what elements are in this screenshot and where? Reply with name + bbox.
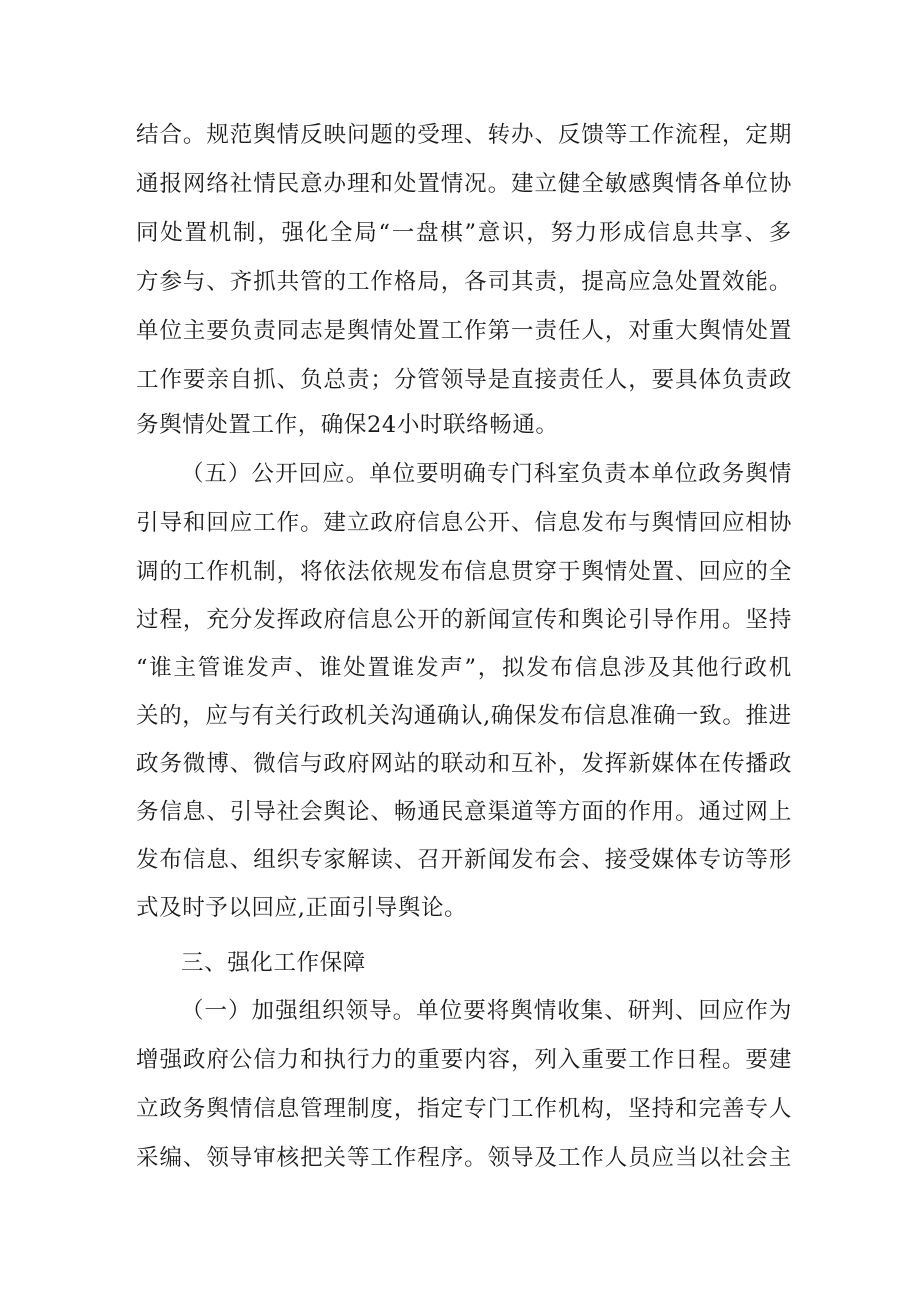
text-line: 采 编 、 领 导 审 核 把 关 等 工 作 程 序 。 领 导 及 工 作 人 员 应 当 以 社 会 主 (136, 1145, 792, 1171)
text-line: 过 程 ， 充 分 发 挥 政 府 信 息 公 开 的 新 闻 宣 传 和 舆 论 引 导 作 用 。 坚 持 (136, 607, 792, 633)
text-line: 式及时予以回应,正面引导舆论。 (136, 895, 468, 921)
text-line: 立 政 务 舆 情 信 息 管 理 制 度 ， 指 定 专 门 工 作 机 构 ， 坚 持 和 完 善 专 人 (136, 1096, 792, 1122)
text-line: 引 导 和 回 应 工 作 。 建 立 政 府 信 息 公 开 、 信 息 发 布 与 舆 情 回 应 相 协 (136, 510, 792, 536)
text-line: 政 务 微 博 、 微 信 与 政 府 网 站 的 联 动 和 互 补 ， 发 挥 新 媒 体 在 传 播 政 (136, 751, 792, 777)
text-line: 调 的 工 作 机 制 ， 将 依 法 依 规 发 布 信 息 贯 穿 于 舆 情 处 置 、 回 应 的 全 (136, 559, 792, 585)
text-line: 务舆情处置工作，确保24小时联络畅通。 (136, 412, 559, 438)
text-line: 关 的 ， 应 与 有 关 行 政 机 关 沟 通 确 认 , 确 保 发 布 信 息 准 确 一 致 。 推 进 (136, 703, 792, 729)
text-line: 通 报 网 络 社 情 民 意 办 理 和 处 置 情 况 。 建 立 健 全 敏 感 舆 情 各 单 位 协 (136, 171, 792, 197)
text-line: 发 布 信 息 、 组 织 专 家 解 读 、 召 开 新 闻 发 布 会 、 接 受 媒 体 专 访 等 形 (136, 847, 792, 873)
text-line: 务 信 息 、 引 导 社 会 舆 论 、 畅 通 民 意 渠 道 等 方 面 的 作 用 。 通 过 网 上 (136, 799, 792, 825)
text-line: 增 强 政 府 公 信 力 和 执 行 力 的 重 要 内 容 ， 列 入 重 要 工 作 日 程 。 要 建 (136, 1047, 792, 1073)
text-line: “ 谁 主 管 谁 发 声 、 谁 处 置 谁 发 声 ” ， 拟 发 布 信 息 涉 及 其 他 行 政 机 (136, 655, 792, 681)
text-line: 方 参 与 、 齐 抓 共 管 的 工 作 格 局 ， 各 司 其 责 ， 提 高 应 急 处 置 效 能 。 (136, 269, 792, 295)
section-heading: 三、强化工作保障 (181, 950, 366, 976)
paragraph-start-line: （ 一 ） 加 强 组 织 领 导 。 单 位 要 将 舆 情 收 集 、 研 判 、 回 应 作 为 (181, 998, 792, 1024)
text-line: 结 合 。 规 范 舆 情 反 映 问 题 的 受 理 、 转 办 、 反 馈 等 工 作 流 程 ， 定 期 (136, 122, 792, 148)
paragraph-start-line: （ 五 ） 公 开 回 应 。 单 位 要 明 确 专 门 科 室 负 责 本 单 位 政 务 舆 情 (181, 461, 792, 487)
text-line: 单 位 主 要 负 责 同 志 是 舆 情 处 置 工 作 第 一 责 任 人 ， 对 重 大 舆 情 处 置 (136, 318, 792, 344)
text-line: 同 处 置 机 制 ， 强 化 全 局 “ 一 盘 棋 ” 意 识 ， 努 力 形 成 信 息 共 享 、 多 (136, 220, 792, 246)
text-line: 工 作 要 亲 自 抓 、 负 总 责 ； 分 管 领 导 是 直 接 责 任 人 ， 要 具 体 负 责 政 (136, 367, 792, 393)
